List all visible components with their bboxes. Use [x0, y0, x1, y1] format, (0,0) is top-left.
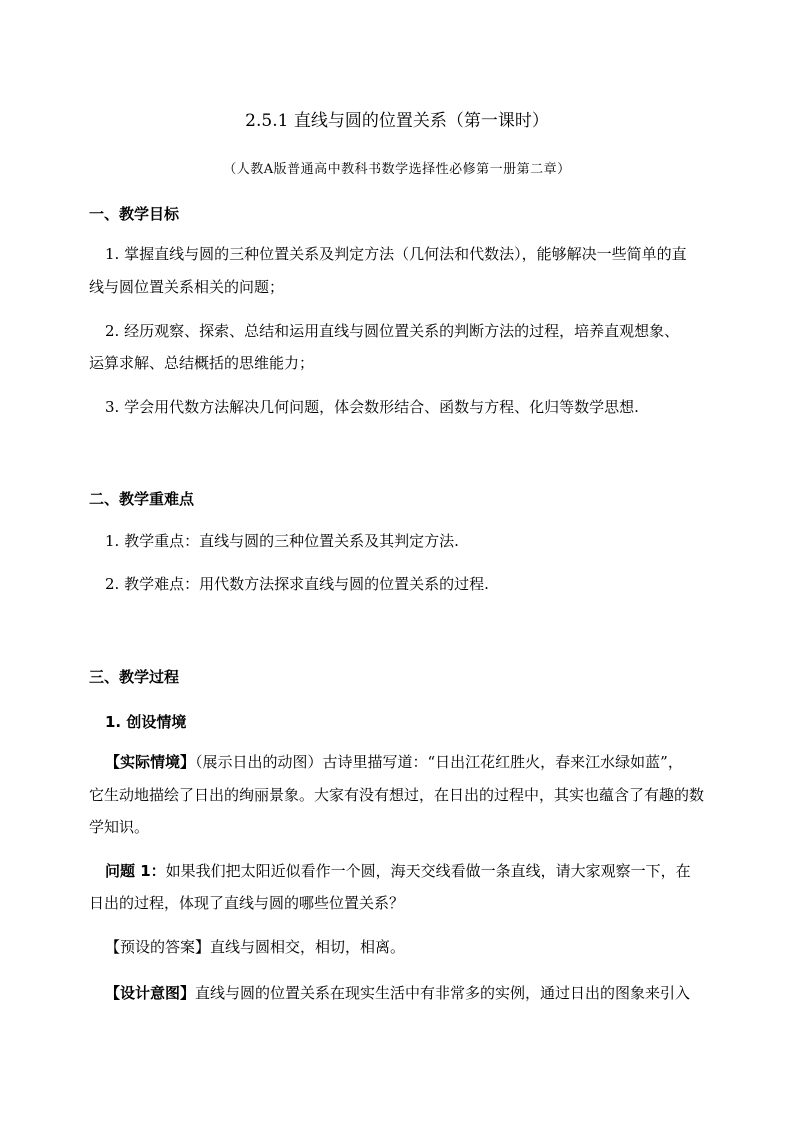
situation-line-1	[105, 755, 683, 770]
preset-answer	[105, 940, 405, 955]
objective-2-line-2: 运算求解、总结概括的思维能力；	[89, 354, 315, 372]
objective-2-line-1: 2. 经历观察、探索、总结和运用直线与圆位置关系的判断方法的过程，培养直观想象、	[105, 322, 680, 340]
situation-label: 【实际情境】	[105, 753, 196, 771]
question-label: 问题 1：	[105, 862, 166, 880]
subsection-heading-situation: 1. 创设情境	[105, 713, 187, 731]
section-heading-process: 三、教学过程	[89, 668, 180, 686]
question-1-line-2: 日出的过程，体现了直线与圆的哪些位置关系？	[89, 894, 405, 912]
objective-1-line-1: 1. 掌握直线与圆的三种位置关系及判定方法（几何法和代数法），能够解决一些简单的直	[105, 245, 687, 263]
question-text: 如果我们把太阳近似看作一个圆，海天交线看做一条直线，请大家观察一下，在	[165, 862, 691, 880]
preset-answer-text: 直线与圆相交，相切，相离。	[210, 938, 406, 956]
situation-line-2: 它生动地描绘了日出的绚丽景象。大家有没有想过，在日出的过程中，其实也蕴含了有趣的数	[89, 786, 705, 804]
design-intent	[105, 986, 690, 1001]
question-1-line-1	[105, 864, 691, 879]
situation-line-3: 学知识。	[89, 818, 150, 836]
section-heading-objectives: 一、教学目标	[89, 205, 180, 223]
document-title: 2.5.1 直线与圆的位置关系（第一课时）	[245, 111, 549, 131]
key-point-2: 2. 教学难点：用代数方法探求直线与圆的位置关系的过程.	[105, 575, 489, 593]
key-point-1: 1. 教学重点：直线与圆的三种位置关系及其判定方法.	[105, 532, 459, 550]
design-intent-text: 直线与圆的位置关系在现实生活中有非常多的实例，通过日出的图象来引入	[195, 984, 691, 1002]
objective-1-line-2: 线与圆位置关系相关的问题；	[89, 278, 285, 296]
section-heading-key-points: 二、教学重难点	[89, 490, 195, 508]
preset-answer-label: 【预设的答案】	[105, 938, 211, 956]
situation-text: （展示日出的动图）古诗里描写道：“日出江花红胜火，春来江水绿如蓝”，	[195, 753, 683, 771]
objective-3-line-1: 3. 学会用代数方法解决几何问题，体会数形结合、函数与方程、化归等数学思想.	[105, 398, 639, 416]
document-subtitle: （人教A版普通高中教科书数学选择性必修第一册第二章）	[223, 162, 571, 177]
design-intent-label: 【设计意图】	[105, 984, 196, 1002]
